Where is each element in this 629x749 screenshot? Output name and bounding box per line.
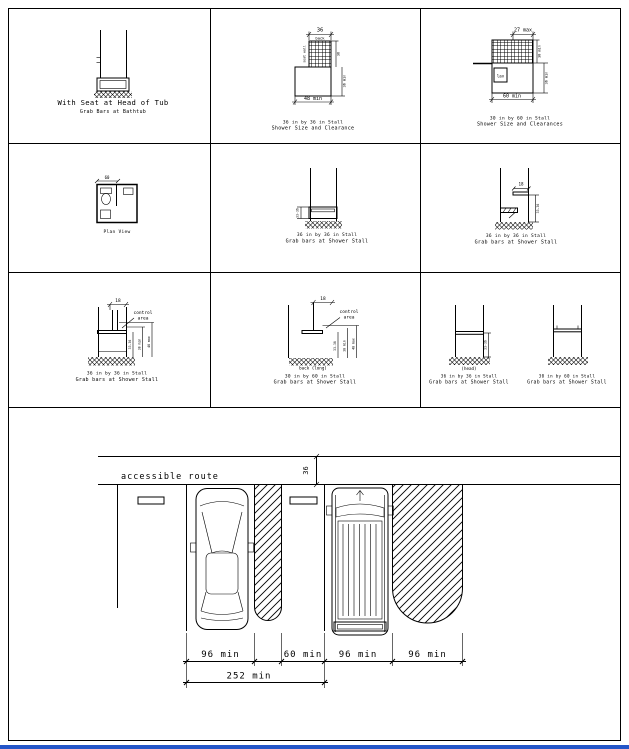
floor-hatch	[289, 358, 333, 366]
dim-bar-height: 33-36	[483, 340, 488, 350]
dim-bar-height: 33-36	[333, 341, 337, 351]
toilet-bowl	[102, 194, 111, 205]
shower-seat	[501, 208, 518, 213]
subcaption: Grab bars at Shower Stall	[474, 239, 558, 246]
dim-stall-depth: 30 min	[537, 45, 542, 58]
dim-18: 18	[115, 299, 121, 304]
van-cargo	[338, 521, 382, 619]
van-bumper	[334, 622, 386, 631]
dim-clear-depth: 36 min	[544, 71, 549, 85]
grab-bar	[456, 332, 484, 335]
floor-hatch	[305, 221, 342, 229]
cell-grab-36-control-wall	[286, 168, 369, 245]
pavement-marking	[290, 497, 317, 504]
subcaption: Grab bars at Shower Stall	[273, 379, 357, 386]
toilet-tank	[101, 188, 112, 194]
dim-36: 36	[316, 27, 324, 34]
dim-top: 60	[104, 175, 110, 180]
dim-bar-height: 33-36	[535, 203, 540, 214]
floor-hatch	[548, 357, 588, 365]
caption: 30 in by 60 in Stall	[284, 374, 346, 380]
subcaption: Grab bars at Shower Stall	[285, 238, 369, 245]
parking-layout	[98, 454, 621, 688]
subcaption: Grab bars at Shower Stall	[75, 377, 159, 383]
cell-grab-60-back-wall	[274, 296, 359, 386]
subcaption: Grab bars at Shower Stall	[429, 380, 509, 386]
van-access-aisle-hatch	[393, 485, 463, 624]
route-width-dim: 36	[302, 466, 310, 475]
dim-18: 18	[518, 181, 524, 187]
label-control: control	[339, 310, 359, 315]
dim-total: 252 min	[226, 671, 272, 682]
label-lav: lav	[496, 73, 505, 79]
label-area: area	[137, 316, 149, 322]
clear-floor-space	[295, 67, 331, 96]
dim-clear-depth: 36 min	[342, 74, 347, 88]
dim-clear-width: 48 min	[303, 96, 323, 102]
car-roof	[206, 553, 238, 594]
grab-bar	[98, 331, 127, 334]
dim-control-low: 38 min	[342, 340, 347, 352]
cell-grab-bars-bathtub	[57, 30, 168, 115]
dim-27-max: 27 max	[513, 27, 533, 34]
dim-car-stall: 96 min	[201, 650, 240, 660]
dim-control-low: 38 min	[137, 338, 142, 351]
dim-clear-width: 60 min	[502, 93, 522, 100]
caption: 30 in by 60 in Stall	[538, 373, 596, 379]
fixture	[124, 188, 134, 195]
grab-bar	[513, 192, 529, 195]
dim-stall-side: 36	[336, 51, 341, 57]
dim-van-aisle: 96 min	[408, 650, 447, 660]
tub-caption: With Seat at Head of Tub	[57, 98, 169, 107]
caption: 36 in by 36 in Stall	[282, 120, 344, 126]
cell-grab-end-walls	[429, 305, 607, 386]
car-plan	[191, 489, 254, 630]
floor-hatch	[449, 357, 490, 365]
label-control: control	[133, 311, 153, 316]
subcaption: Grab bars at Shower Stall	[527, 380, 607, 386]
grab-bar	[554, 329, 582, 332]
lavatory	[101, 210, 111, 219]
cell-bathroom-plan	[95, 175, 137, 235]
pavement-marking	[138, 497, 164, 504]
dim-control-high: 48 max	[147, 336, 151, 348]
caption: 36 in by 36 in Stall	[485, 234, 547, 239]
van-plan	[327, 488, 394, 635]
subcaption: Shower Size and Clearances	[476, 121, 564, 128]
grab-bar	[302, 331, 323, 334]
car-mirror-right	[248, 543, 254, 552]
van-windshield	[336, 504, 384, 517]
dim-access-aisle: 60 min	[283, 650, 323, 660]
dim-18: 18	[320, 297, 326, 302]
label-area: area	[343, 315, 355, 321]
caption: 36 in by 36 in Stall	[440, 373, 498, 379]
cell-shower-36-plan	[272, 28, 355, 132]
cell-grab-36-seat-wall	[475, 168, 558, 246]
cell-shower-60-plan	[473, 28, 563, 128]
van-mirror-left	[327, 506, 333, 515]
dim-van-stall: 96 min	[338, 650, 378, 660]
subcaption: Shower Size and Clearance	[271, 125, 355, 132]
label-wall: back (long)	[299, 365, 327, 371]
shower-stall-hatch	[492, 40, 533, 63]
caption: Plan View	[103, 230, 131, 235]
caption: 30 in by 60 in Stall	[489, 116, 551, 122]
label-seat-wall: seat wall	[302, 45, 307, 63]
caption: 36 in by 36 in Stall	[296, 233, 358, 238]
grab-bar	[312, 209, 335, 212]
cell-grab-36-control-area	[76, 298, 159, 383]
shower-stall-hatch	[309, 41, 331, 67]
dim-bar-height: 33-36	[295, 208, 300, 218]
floor-hatch	[495, 222, 533, 230]
accessible-route-label: accessible route	[121, 472, 219, 482]
access-aisle-hatch	[255, 485, 282, 621]
dim-control-high: 48 max	[351, 338, 356, 350]
bottom-accent-bar	[0, 745, 629, 749]
label-back: back	[315, 35, 325, 41]
tub-subcaption: Grab Bars at Bathtub	[79, 109, 147, 115]
label-wall: (head)	[461, 366, 477, 371]
tub-seat	[97, 78, 129, 91]
car-mirror-left	[191, 543, 197, 552]
floor-hatch	[88, 357, 135, 366]
caption: 36 in by 36 in Stall	[86, 371, 148, 377]
dim-bar-height: 33-36	[128, 339, 132, 350]
